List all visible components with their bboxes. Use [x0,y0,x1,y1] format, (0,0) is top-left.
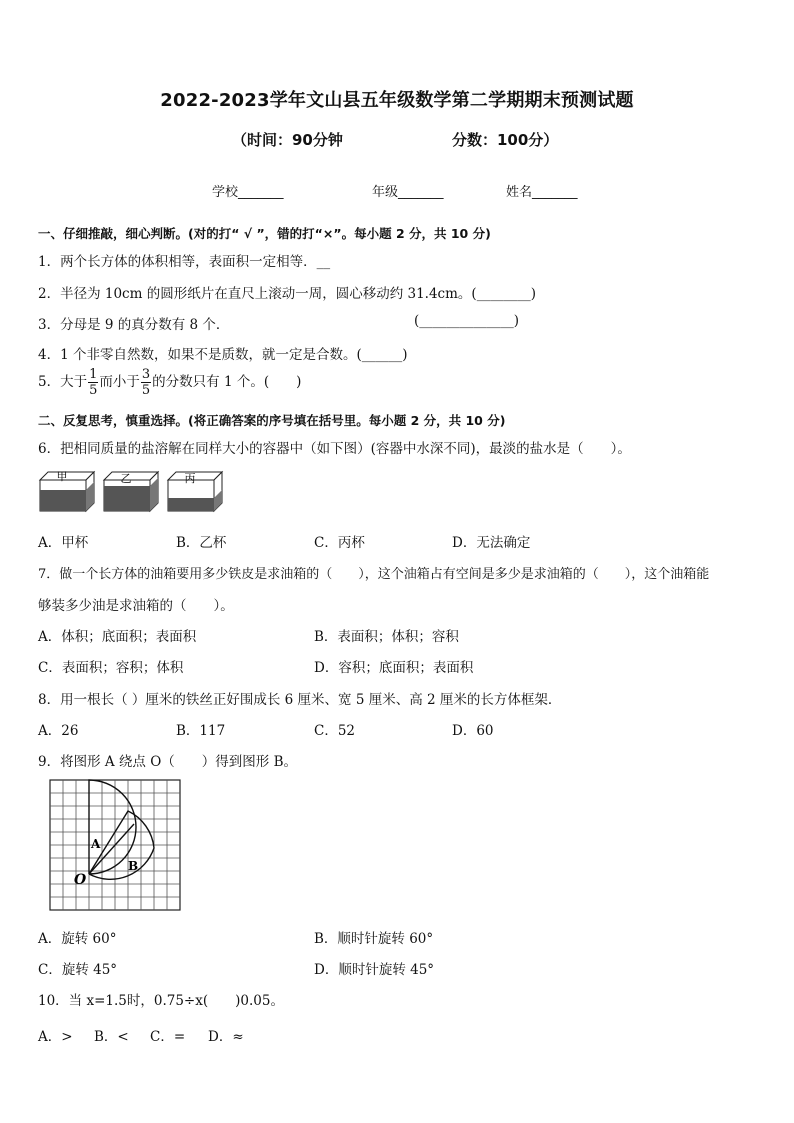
grade-field[interactable]: 年级_______ [372,185,444,200]
question-10: 10．当 x=1.5时，0.75÷x( )0.05。 [38,993,284,1009]
school-field[interactable]: 学校_______ [212,185,284,200]
q9-option-a[interactable]: A．旋转 60° [38,931,117,947]
q7-option-d[interactable]: D．容积；底面积；表面积 [314,660,474,676]
section-2-heading: 二、反复思考，慎重选择。(将正确答案的序号填在括号里。每小题 2 分，共 10 分) [38,413,506,428]
fraction-numerator: 1 [89,367,98,382]
container-label-jia: 甲 [56,470,68,483]
q10-option-a[interactable]: A．> [38,1029,73,1045]
question-3-blank[interactable]: (______________) [414,313,520,329]
question-2: 2．半径为 10cm 的圆形纸片在直尺上滚动一周，圆心移动约 31.4cm。(________) [38,286,536,302]
container-bing [168,472,222,511]
rotation-grid-figure [44,778,186,914]
q7-option-a[interactable]: A．体积；底面积；表面积 [38,629,197,645]
fraction-denominator: 5 [141,383,151,398]
q9-option-c[interactable]: C．旋转 45° [38,962,118,978]
score-label: 分数：100分） [452,131,559,149]
question-6: 6．把相同质量的盐溶解在同样大小的容器中（如下图）(容器中水深不同)，最淡的盐水是（ ）。 [38,441,631,457]
container-label-bing: 丙 [184,472,196,485]
q7-option-c[interactable]: C．表面积；容积；体积 [38,660,184,676]
q7-option-b[interactable]: B．表面积；体积；容积 [314,629,459,645]
q6-option-d[interactable]: D．无法确定 [452,535,531,551]
container-jia [40,470,94,511]
q8-option-c[interactable]: C．52 [314,723,356,739]
figure-shapes [89,780,154,879]
q6-option-b[interactable]: B．乙杯 [176,535,227,551]
label-b: B [128,859,139,873]
fraction-three-fifths [141,368,151,397]
q9-option-d[interactable]: D．顺时针旋转 45° [314,962,435,978]
question-3: 3．分母是 9 的真分数有 8 个． [38,317,230,333]
q6-option-c[interactable]: C．丙杯 [314,535,365,551]
question-1: 1．两个长方体的体积相等，表面积一定相等．__ [38,254,331,270]
question-5 [38,368,301,397]
question-4: 4．1 个非零自然数，如果不是质数，就一定是合数。(______) [38,347,408,363]
label-a: A [91,837,101,851]
question-7-line-1: 7．做一个长方体的油箱要用多少铁皮是求油箱的（ ），这个油箱占有空间是多少是求油箱的（ ），这个油箱能 [38,567,710,582]
fraction-numerator: 3 [141,367,151,382]
question-7-line-2: 够装多少油是求油箱的（ ）。 [38,598,234,614]
container-yi [104,472,158,511]
section-1-heading: 一、仔细推敲，细心判断。(对的打“ √ ”，错的打“×”。每小题 2 分，共 10 分) [38,226,491,241]
page-title: 2022-2023学年文山县五年级数学第二学期期末预测试题 [160,90,634,111]
container-figure [38,468,228,518]
q5-prefix: 5．大于 [38,374,88,390]
q8-option-a[interactable]: A．26 [38,723,79,739]
q5-suffix: 的分数只有 1 个。( ) [152,374,302,390]
fraction-denominator: 5 [89,383,98,398]
name-field[interactable]: 姓名_______ [506,185,578,200]
q9-option-b[interactable]: B．顺时针旋转 60° [314,931,434,947]
question-9: 9．将图形 A 绕点 O（ ）得到图形 B。 [38,754,297,770]
q5-mid: 而小于 [99,374,140,390]
q10-option-b[interactable]: B．< [94,1029,129,1045]
fraction-one-fifth [88,368,98,397]
label-o: O [74,872,87,888]
time-label: （时间：90分钟 [232,131,343,149]
q10-option-c[interactable]: C．= [150,1029,186,1045]
q10-option-d[interactable]: D．≈ [208,1029,244,1045]
q6-option-a[interactable]: A．甲杯 [38,535,89,551]
q8-option-d[interactable]: D．60 [452,723,494,739]
q8-option-b[interactable]: B．117 [176,723,226,739]
question-8: 8．用一根长（ ）厘米的铁丝正好围成长 6 厘米、宽 5 厘米、高 2 厘米的长方体框架． [38,692,562,708]
container-label-yi: 乙 [120,472,132,485]
